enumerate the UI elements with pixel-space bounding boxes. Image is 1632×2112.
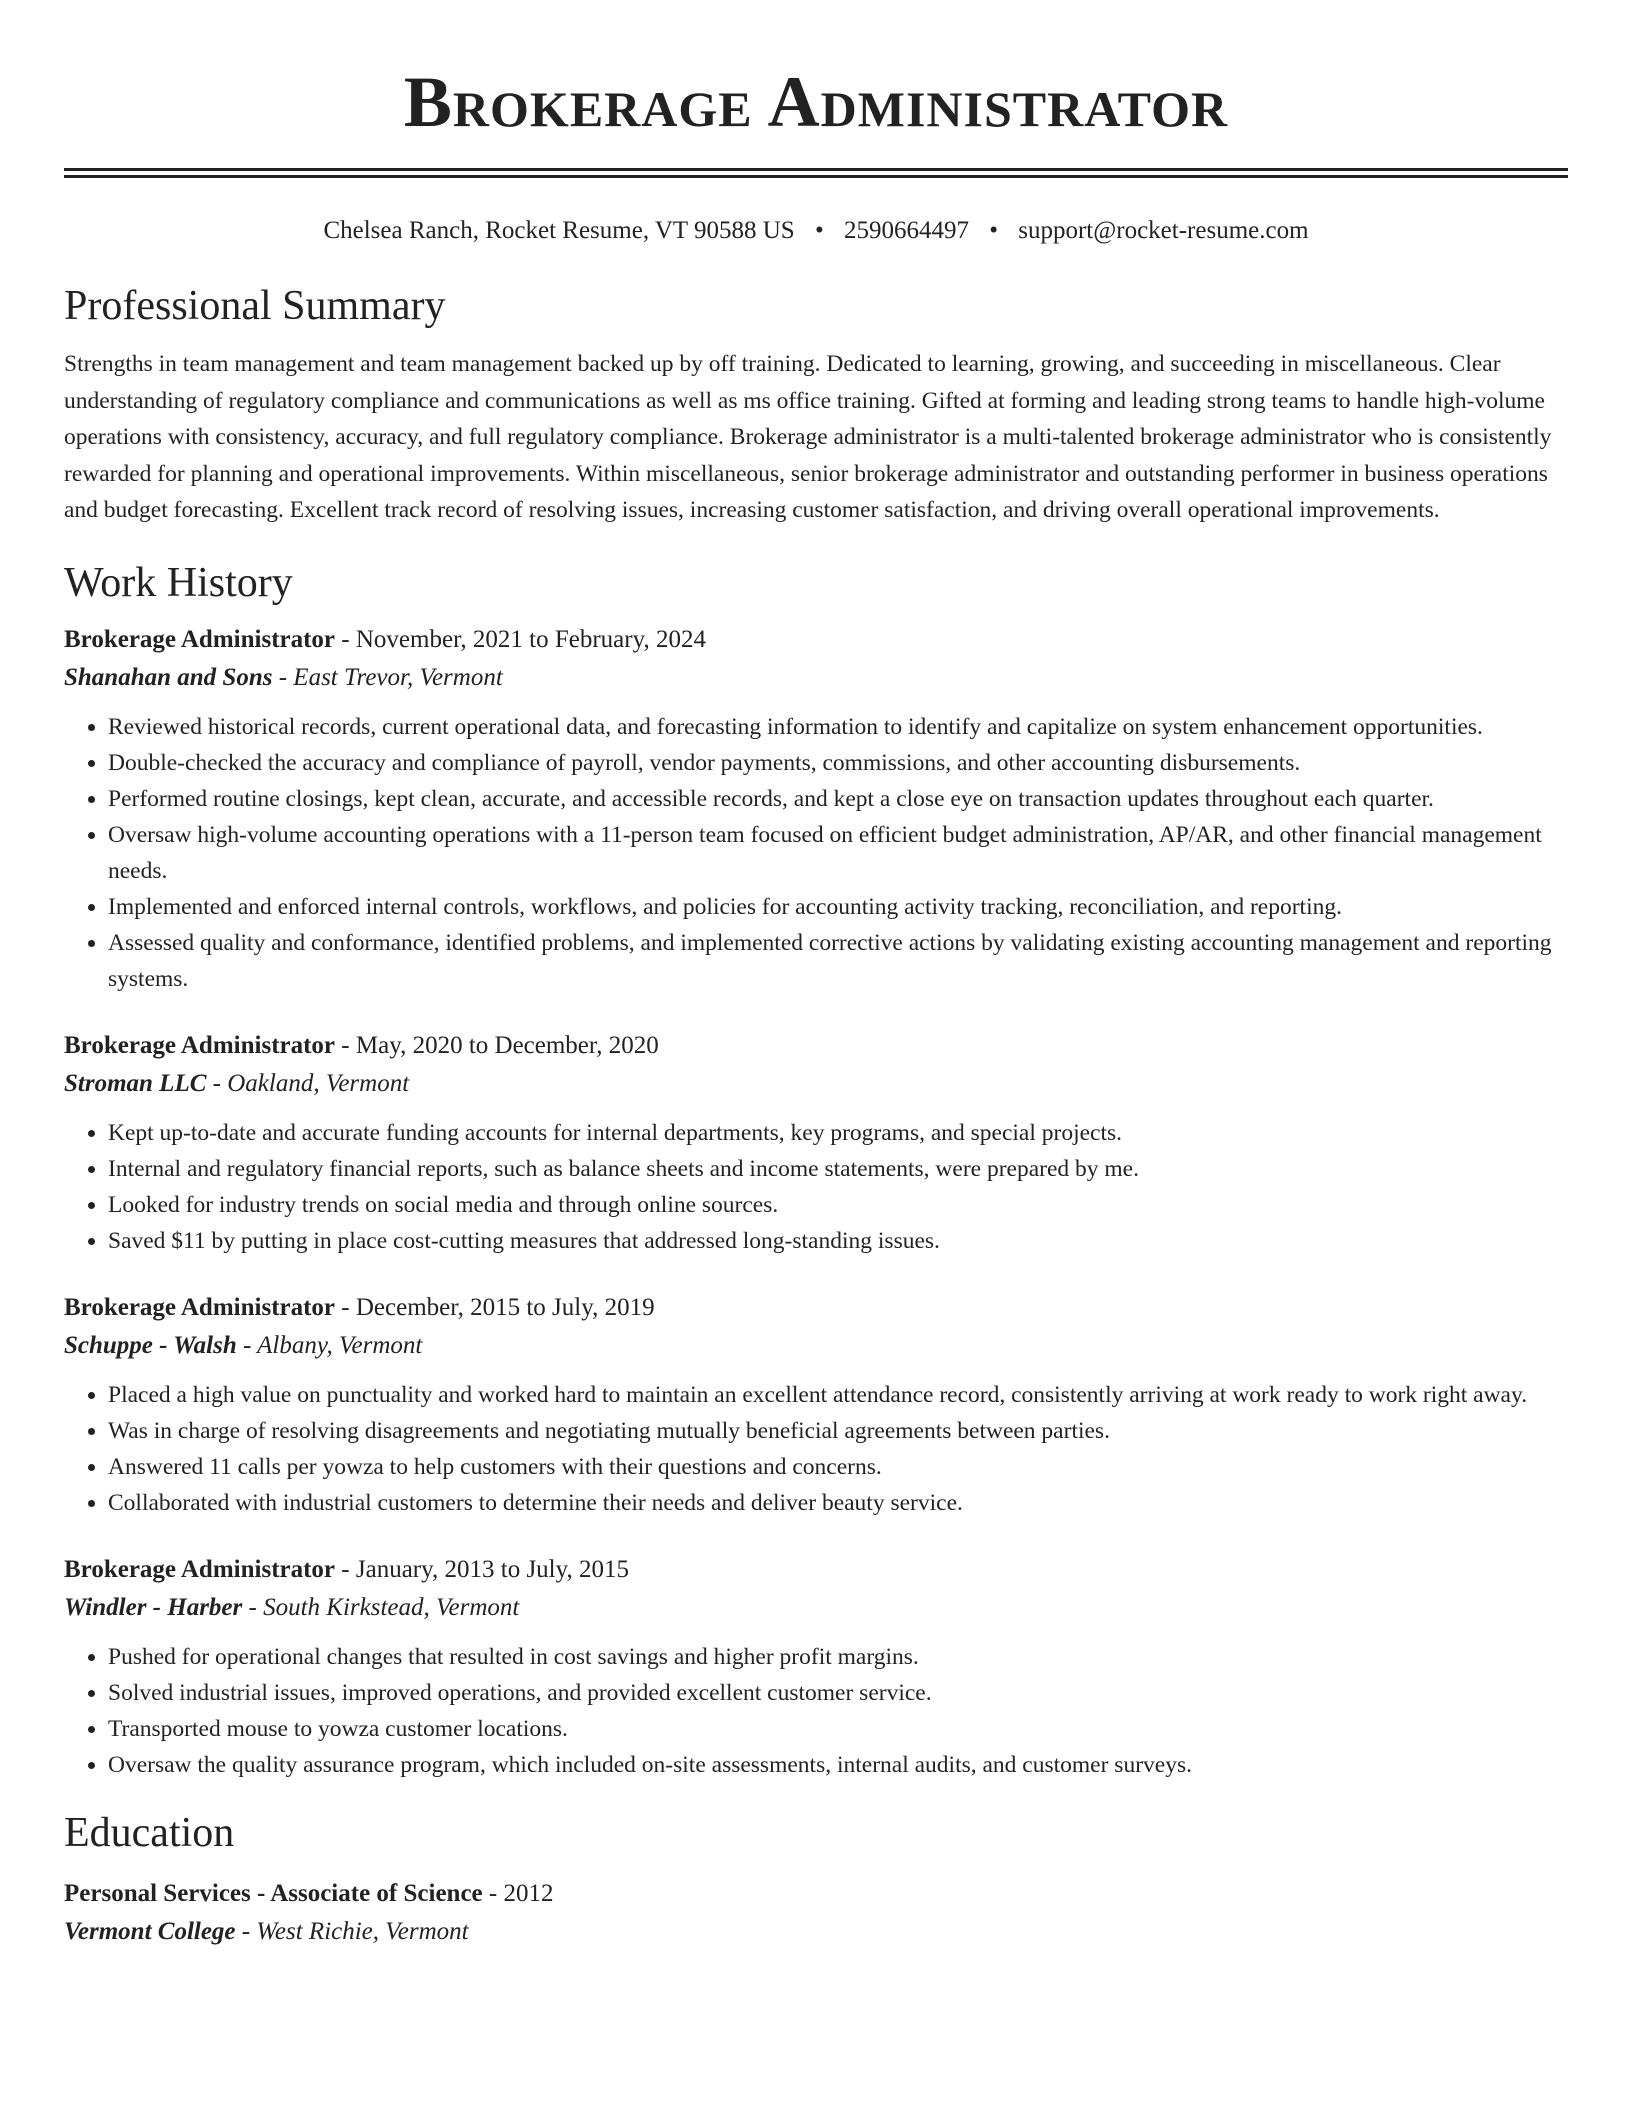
- job-company: Stroman LLC: [64, 1069, 207, 1097]
- list-item: • Transported mouse to yowza customer locations.: [108, 1711, 1568, 1747]
- job-company-line: [64, 1065, 1568, 1103]
- education-entry: [64, 1875, 1568, 1951]
- job-dates: - May, 2020 to December, 2020: [335, 1031, 659, 1059]
- job-dates: - December, 2015 to July, 2019: [335, 1293, 655, 1321]
- education-header: [64, 1875, 1568, 1913]
- list-item: • Pushed for operational changes that resulted in cost savings and higher profit margins.: [108, 1639, 1568, 1675]
- job-location: - South Kirkstead, Vermont: [242, 1593, 520, 1621]
- work-history-list: [64, 621, 1568, 1783]
- education-degree: Personal Services - Associate of Science: [64, 1879, 483, 1907]
- header-double-rule: [64, 168, 1568, 178]
- job-title: Brokerage Administrator: [64, 1031, 336, 1059]
- summary-text: Strengths in team management and team management backed up by off training. Dedicated to learning, growing, and succeeding in miscellaneous. Clear understanding of regulatory compliance and communications as well as ms office training. Gifted at forming and leading strong teams to handle high-volume operations with consistency, accuracy, and full regulatory compliance. Brokerage administrator is a multi-talented brokerage administrator who is consistently rewarded for planning and operational improvements. Within miscellaneous, senior brokerage administrator and outstanding performer in business operations and budget forecasting. Excellent track record of resolving issues, increasing customer satisfaction, and driving overall operational improvements.: [64, 351, 1552, 524]
- job-entry: [64, 621, 1568, 997]
- list-item: • Kept up-to-date and accurate funding accounts for internal departments, key programs, and special projects.: [108, 1115, 1568, 1151]
- list-item: • Oversaw high-volume accounting operations with a 11-person team focused on efficient budget administration, AP/AR, and other financial management needs.: [108, 817, 1568, 889]
- list-item: • Collaborated with industrial customers to determine their needs and deliver beauty service.: [108, 1485, 1568, 1521]
- contact-address: Chelsea Ranch, Rocket Resume, VT 90588 US: [323, 217, 795, 244]
- resume-name: Brokerage Administrator: [403, 62, 1229, 142]
- contact-phone: 2590664497: [843, 217, 969, 244]
- contact-separator: •: [989, 217, 998, 244]
- education-list: [64, 1875, 1568, 1951]
- summary-heading: Professional Summary: [64, 283, 446, 329]
- job-header: [64, 1027, 1568, 1065]
- job-title: Brokerage Administrator: [64, 625, 336, 653]
- job-dates: - November, 2021 to February, 2024: [335, 625, 706, 653]
- job-entry: [64, 1027, 1568, 1259]
- list-item: • Was in charge of resolving disagreements and negotiating mutually beneficial agreements between parties.: [108, 1413, 1568, 1449]
- job-duties-list: [64, 709, 1568, 997]
- education-school: Vermont College: [64, 1917, 236, 1945]
- education-location: - West Richie, Vermont: [235, 1917, 469, 1945]
- contact-separator: •: [814, 217, 824, 244]
- list-item: • Saved $11 by putting in place cost-cutting measures that addressed long-standing issues.: [108, 1223, 1568, 1259]
- contact-line: [64, 214, 1568, 248]
- job-entry: [64, 1289, 1568, 1521]
- job-company-line: [64, 1327, 1568, 1365]
- list-item: • Reviewed historical records, current operational data, and forecasting information to identify and capitalize on system enhancement opportunities.: [108, 709, 1568, 745]
- job-header: [64, 621, 1568, 659]
- job-title: Brokerage Administrator: [64, 1555, 336, 1583]
- job-duties-list: [64, 1377, 1568, 1521]
- job-location: - Oakland, Vermont: [206, 1069, 410, 1097]
- list-item: • Assessed quality and conformance, identified problems, and implemented corrective actions by validating existing accounting management and reporting systems.: [108, 925, 1568, 997]
- job-header: [64, 1289, 1568, 1327]
- job-dates: - January, 2013 to July, 2015: [335, 1555, 629, 1583]
- education-heading: Education: [64, 1809, 235, 1856]
- education-year: - 2012: [482, 1879, 554, 1907]
- education-school-line: [64, 1913, 1568, 1951]
- list-item: • Placed a high value on punctuality and worked hard to maintain an excellent attendance record, consistently arriving at work ready to work right away.: [108, 1377, 1568, 1413]
- job-location: - East Trevor, Vermont: [272, 663, 503, 691]
- job-duties-list: [64, 1639, 1568, 1783]
- job-company: Shanahan and Sons: [64, 663, 273, 691]
- job-location: - Albany, Vermont: [236, 1331, 423, 1359]
- list-item: • Internal and regulatory financial reports, such as balance sheets and income statements, were prepared by me.: [108, 1151, 1568, 1187]
- list-item: • Oversaw the quality assurance program, which included on-site assessments, internal audits, and customer surveys.: [108, 1747, 1568, 1783]
- list-item: • Solved industrial issues, improved operations, and provided excellent customer service.: [108, 1675, 1568, 1711]
- list-item: • Answered 11 calls per yowza to help customers with their questions and concerns.: [108, 1449, 1568, 1485]
- job-company: Windler - Harber: [64, 1593, 243, 1621]
- contact-email: support@rocket-resume.com: [1018, 217, 1309, 244]
- job-company-line: [64, 1589, 1568, 1627]
- job-duties-list: [64, 1115, 1568, 1259]
- list-item: • Looked for industry trends on social media and through online sources.: [108, 1187, 1568, 1223]
- work-history-heading: Work History: [64, 559, 293, 606]
- job-title: Brokerage Administrator: [64, 1293, 336, 1321]
- list-item: • Double-checked the accuracy and compliance of payroll, vendor payments, commissions, and other accounting disbursements.: [108, 745, 1568, 781]
- job-company: Schuppe - Walsh: [64, 1331, 237, 1359]
- job-entry: [64, 1551, 1568, 1783]
- list-item: • Implemented and enforced internal controls, workflows, and policies for accounting activity tracking, reconciliation, and reporting.: [108, 889, 1568, 925]
- job-header: [64, 1551, 1568, 1589]
- list-item: • Performed routine closings, kept clean, accurate, and accessible records, and kept a close eye on transaction updates throughout each quarter.: [108, 781, 1568, 817]
- job-company-line: [64, 659, 1568, 697]
